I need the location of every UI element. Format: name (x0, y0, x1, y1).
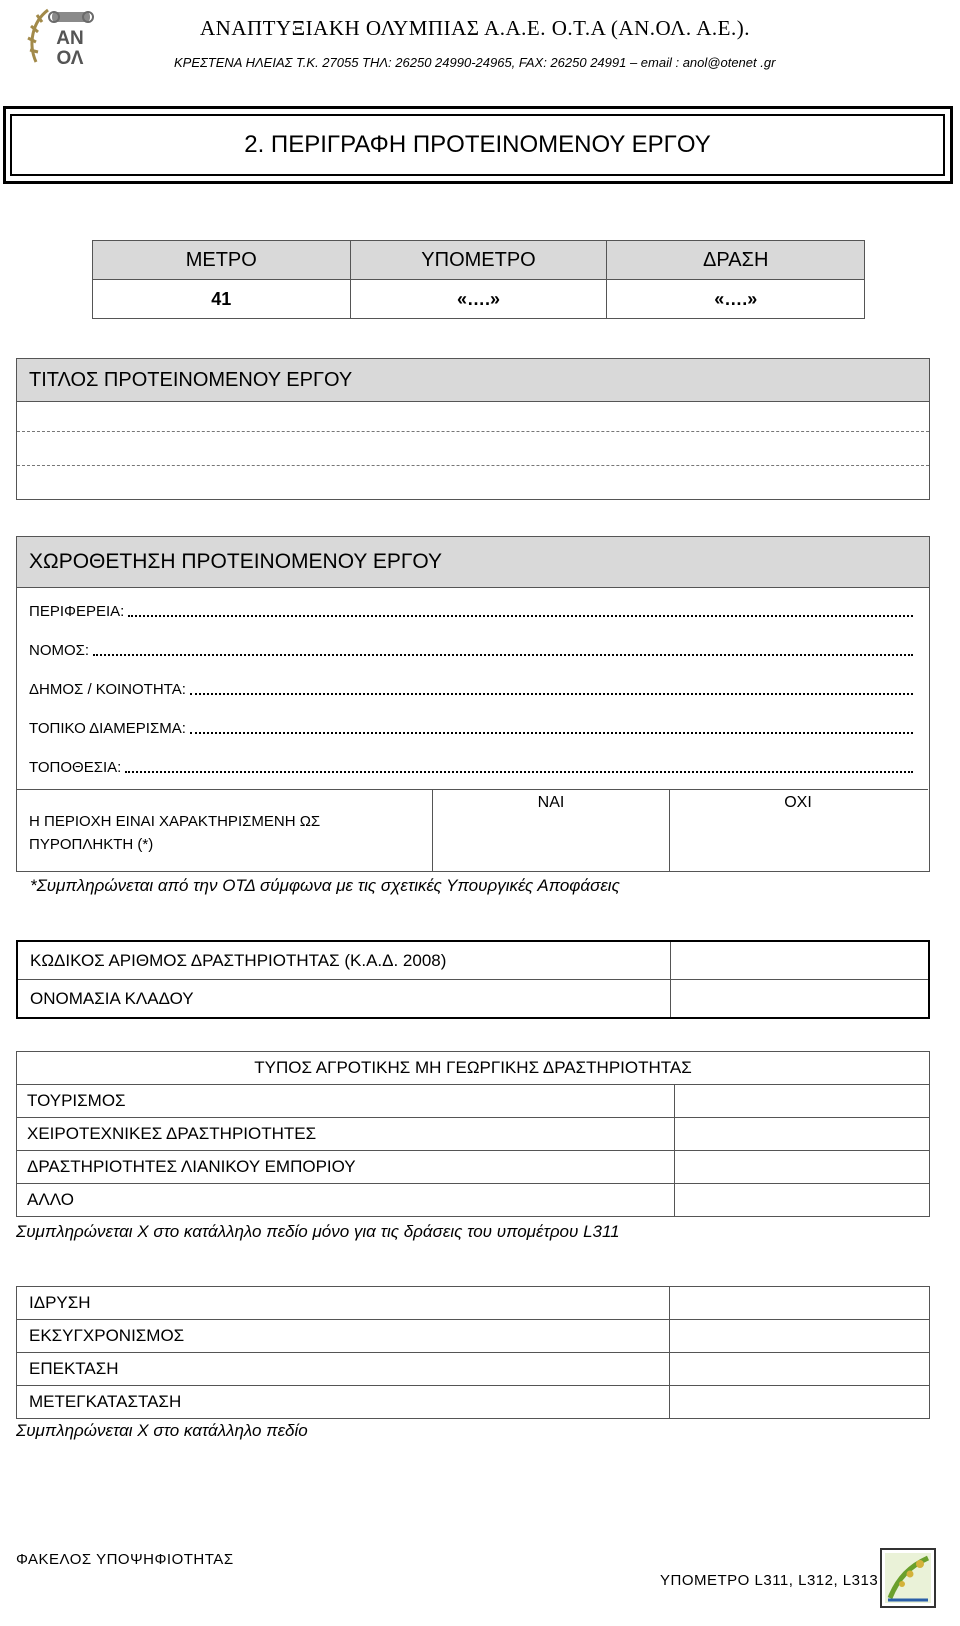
sector-name-input[interactable] (671, 980, 930, 1019)
fire-affected-question: Η ΠΕΡΙΟΧΗ ΕΙΝΑΙ ΧΑΡΑΚΤΗΡΙΣΜΕΝΗ ΩΣ ΠΥΡΟΠΛΗΚΤΗ (*) (29, 813, 321, 853)
activity-code-table (16, 940, 930, 1019)
submeasure-value[interactable]: «….» (350, 280, 607, 319)
modernization-input[interactable] (670, 1320, 930, 1353)
prefecture-field[interactable]: ΝΟΜΟΣ: (29, 642, 913, 659)
local-district-field[interactable]: ΤΟΠΙΚΟ ΔΙΑΜΕΡΙΣΜΑ: (29, 720, 913, 737)
footer-right-text: ΥΠΟΜΕΤΡΟ L311, L312, L313 (660, 1572, 879, 1589)
expansion-input[interactable] (670, 1353, 930, 1386)
project-title-block (16, 358, 930, 500)
investment-type-table (16, 1286, 930, 1419)
activity-type-table (16, 1051, 930, 1217)
measure-value: 41 (93, 280, 351, 319)
region-field[interactable]: ΠΕΡΙΦΕΡΕΙΑ: (29, 603, 913, 620)
retail-label: ΔΡΑΣΤΗΡΙΟΤΗΤΕΣ ΛΙΑΝΙΚΟΥ ΕΜΠΟΡΙΟΥ (17, 1151, 675, 1184)
submeasure-header: ΥΠΟΜΕΤΡΟ (350, 241, 607, 280)
measure-header: ΜΕΤΡΟ (93, 241, 351, 280)
fire-note: *Συμπληρώνεται από την ΟΤΔ σύμφωνα με τις σχετικές Υπουργικές Αποφάσεις (30, 876, 620, 895)
expansion-label: ΕΠΕΚΤΑΣΗ (17, 1353, 670, 1386)
activity-code-input[interactable] (671, 941, 930, 980)
other-label: ΑΛΛΟ (17, 1184, 675, 1217)
fire-affected-no-cell[interactable]: ΟΧΙ (784, 794, 812, 811)
investment-type-note: Συμπληρώνεται Χ στο κατάλληλο πεδίο (16, 1421, 308, 1440)
svg-text:ΟΛ: ΟΛ (56, 48, 84, 69)
tourism-label: ΤΟΥΡΙΣΜΟΣ (17, 1085, 675, 1118)
modernization-label: ΕΚΣΥΓΧΡΟΝΙΣΜΟΣ (17, 1320, 670, 1353)
relocation-label: ΜΕΤΕΓΚΑΤΑΣΤΑΣΗ (17, 1386, 670, 1419)
sector-name-label: ΟΝΟΜΑΣΙΑ ΚΛΑΔΟΥ (17, 980, 671, 1019)
project-title-line-1[interactable] (17, 431, 929, 432)
organization-logo (26, 4, 98, 70)
svg-text:ΑΝ: ΑΝ (56, 28, 84, 49)
municipality-field[interactable]: ΔΗΜΟΣ / ΚΟΙΝΟΤΗΤΑ: (29, 681, 913, 698)
leader-logo (880, 1548, 936, 1608)
footer-left-text: ΦΑΚΕΛΟΣ ΥΠΟΨΗΦΙΟΤΗΤΑΣ (16, 1551, 234, 1568)
activity-code-label: ΚΩΔΙΚΟΣ ΑΡΙΘΜΟΣ ΔΡΑΣΤΗΡΙΟΤΗΤΑΣ (Κ.Α.Δ. 2008) (17, 941, 671, 980)
tourism-input[interactable] (675, 1085, 930, 1118)
action-value[interactable]: «….» (607, 280, 865, 319)
project-location-heading: ΧΩΡΟΘΕΤΗΣΗ ΠΡΟΤΕΙΝΟΜΕΝΟΥ ΕΡΓΟΥ (17, 537, 929, 588)
establishment-input[interactable] (670, 1287, 930, 1320)
location-field[interactable]: ΤΟΠΟΘΕΣΙΑ: (29, 759, 913, 776)
project-title-line-2[interactable] (17, 465, 929, 466)
organization-contact: ΚΡΕΣΤΕΝΑ ΗΛΕΙΑΣ Τ.Κ. 27055 ΤΗΛ: 26250 24990-24965, FAX: 26250 24991 – email : anol@otenet .gr (174, 55, 776, 70)
establishment-label: ΙΔΡΥΣΗ (17, 1287, 670, 1320)
project-location-block (16, 536, 930, 872)
project-title-heading: ΤΙΤΛΟΣ ΠΡΟΤΕΙΝΟΜΕΝΟΥ ΕΡΓΟΥ (17, 359, 929, 402)
other-input[interactable] (675, 1184, 930, 1217)
retail-input[interactable] (675, 1151, 930, 1184)
handicraft-input[interactable] (675, 1118, 930, 1151)
action-header: ΔΡΑΣΗ (607, 241, 865, 280)
handicraft-label: ΧΕΙΡΟΤΕΧΝΙΚΕΣ ΔΡΑΣΤΗΡΙΟΤΗΤΕΣ (17, 1118, 675, 1151)
fire-affected-yes-cell[interactable]: ΝΑΙ (432, 790, 670, 872)
organization-title: ΑΝΑΠΤΥΞΙΑΚΗ ΟΛΥΜΠΙΑΣ Α.Α.Ε. Ο.Τ.Α (ΑΝ.ΟΛ. Α.Ε.). (200, 16, 750, 40)
activity-type-heading: ΤΥΠΟΣ ΑΓΡΟΤΙΚΗΣ ΜΗ ΓΕΩΡΓΙΚΗΣ ΔΡΑΣΤΗΡΙΟΤΗΤΑΣ (17, 1052, 930, 1085)
fire-affected-row (17, 789, 928, 872)
measure-table (92, 240, 865, 319)
relocation-input[interactable] (670, 1386, 930, 1419)
activity-type-note: Συμπληρώνεται Χ στο κατάλληλο πεδίο μόνο για τις δράσεις του υπομέτρου L311 (16, 1222, 620, 1241)
section-title: 2. ΠΕΡΙΓΡΑΦΗ ΠΡΟΤΕΙΝΟΜΕΝΟΥ ΕΡΓΟΥ (10, 114, 945, 176)
